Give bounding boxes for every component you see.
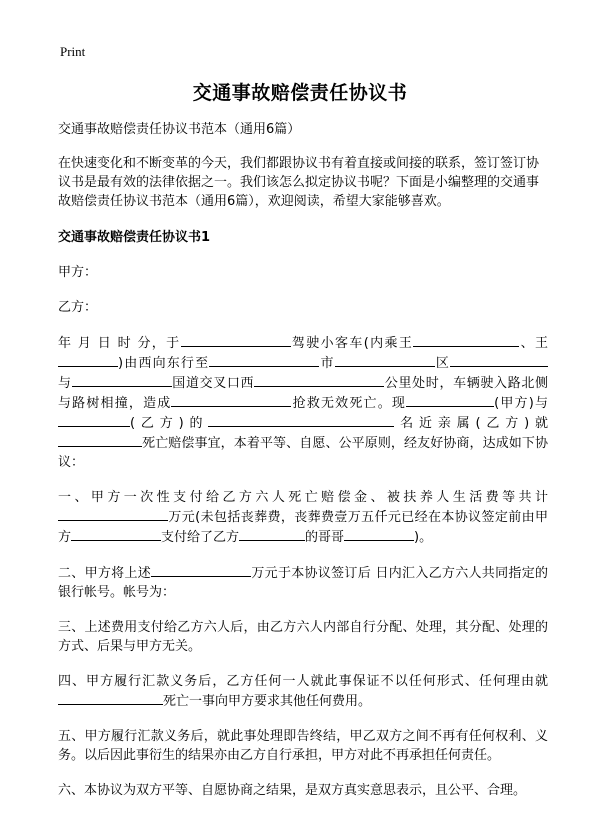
text-segment: 二、甲方将上述 [58,566,152,581]
accident-paragraph [58,333,548,472]
clause-6: 六、本协议为双方平等、自愿协商之结果，是双方真实意思表示，且公平、合理。 [58,783,527,798]
text-segment: 的哥哥 [305,530,345,545]
text-segment: 国道交叉口西 [171,376,255,391]
text-segment: 公里处时，车辆驶入路北侧与路树相撞，造成 [58,376,548,411]
document-body [58,120,548,816]
clause-2 [58,563,548,602]
blank-field [58,691,163,705]
clause-1 [58,488,548,547]
text-segment: 四、甲方履行汇款义务后，乙方任何一人就此事保证不以任何形式、任何理由就 [58,674,548,689]
text-segment: 驾驶小客车(内乘王 [290,336,414,351]
text-segment: 年 月 日 时 分，于 [58,336,181,351]
text-segment: 一、甲方一次性支付给乙方六人死亡赔偿金、被扶养人生活费等共计 [58,490,548,505]
text-segment: 。 [419,530,433,545]
intro-paragraph: 在快速变化和不断变革的今天，我们都跟协议书有着直接或间接的联系，签订签订协议书是最有效的法律依据之一。我们该怎么拟定协议书呢？下面是小编整理的交通事故赔偿责任协议书范本（通用6篇），欢迎阅读，希望大家能够喜欢。 [58,156,540,209]
blank-field [344,527,414,541]
text-segment: ) [414,530,420,545]
text-segment: 区 [434,356,450,371]
blank-field [151,563,251,577]
blank-field [58,507,168,521]
text-segment: 死亡赔偿事宜，本着平等、自愿、公平原则，经友好协商，达成如下协议： [58,436,548,470]
blank-field [58,413,130,427]
text-segment: (乙方)的 [130,416,209,431]
blank-field [71,527,161,541]
text-segment: 市 [319,356,335,371]
blank-field [254,373,384,387]
blank-field [239,527,305,541]
blank-field [450,353,548,367]
blank-field [335,353,435,367]
blank-field [58,353,118,367]
text-segment: 、王 [519,336,548,351]
text-segment: 万元于本协议签订后 日内汇入乙方六人共同指定的银行帐号。帐号为： [58,566,548,600]
blank-field [406,393,494,407]
text-segment: 与 [58,376,72,391]
blank-field [181,333,291,347]
page-title: 交通事故赔偿责任协议书 [192,82,408,104]
blank-field [171,393,291,407]
clause-3: 三、上述费用支付给乙方六人后，由乙方六人内部自行分配、处理，其分配、处理的方式、后果与甲方无关。 [58,620,548,654]
text-segment: 万元(未包括丧葬费，丧葬费壹万五仟元已经在本协议签定前由甲方 [58,510,548,545]
blank-field [209,353,319,367]
section-title: 交通事故赔偿责任协议书1 [58,230,211,245]
blank-field [72,373,172,387]
text-segment: (甲方)与 [494,396,548,411]
print-link[interactable]: Print [60,44,86,59]
text-segment: 死亡一事向甲方要求其他任何费用。 [163,694,372,709]
text-segment: 支付给了乙方 [161,530,240,545]
blank-field [58,433,142,447]
blank-field [208,413,394,427]
party-b-line: 乙方： [58,300,98,315]
text-segment: )由西向东行至 [118,356,210,371]
document-subtitle: 交通事故赔偿责任协议书范本（通用6篇） [58,122,301,137]
text-segment: 抢救无效死亡。现 [291,396,407,411]
clause-5: 五、甲方履行汇款义务后，就此事处理即告终结，甲乙双方之间不再有任何权利、义务。以后因此事衍生的结果亦由乙方自行承担，甲方对此不再承担任何责任。 [58,729,548,763]
party-a-line: 甲方： [58,265,98,280]
text-segment: 名近亲属(乙方)就 [394,416,548,431]
blank-field [413,333,519,347]
clause-4 [58,672,548,711]
